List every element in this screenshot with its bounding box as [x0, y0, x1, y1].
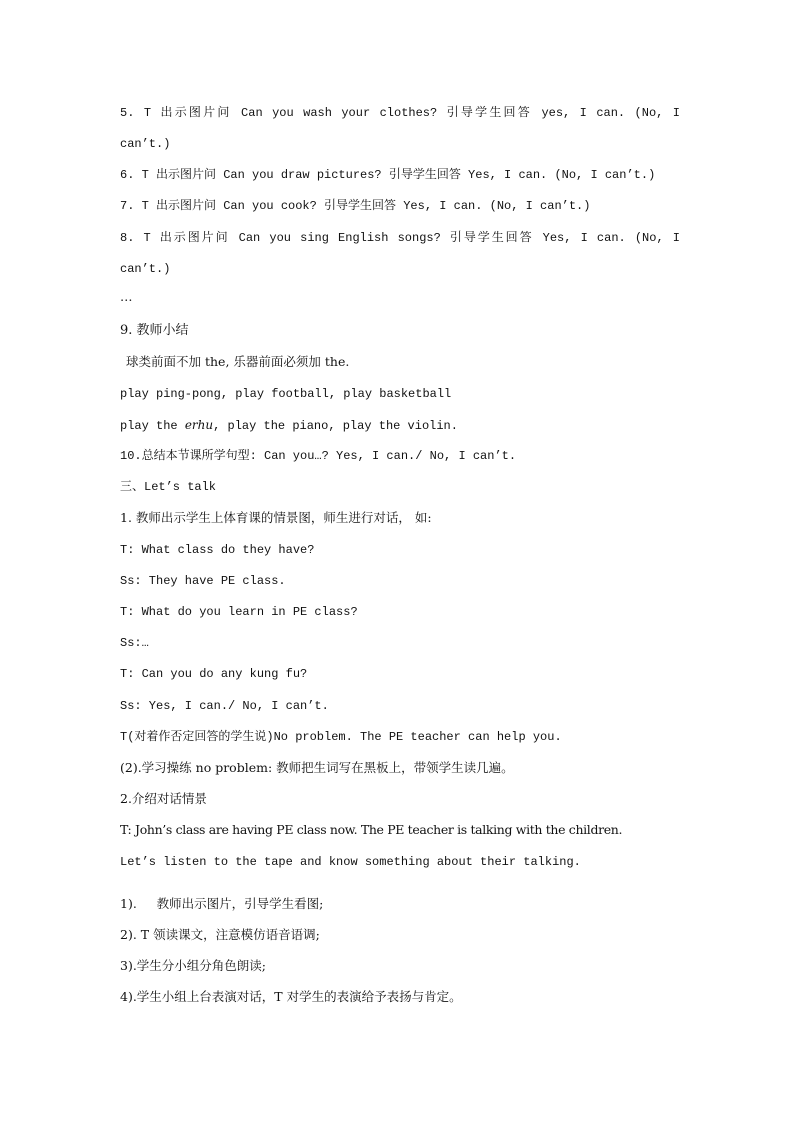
dialogue-line-1: T: What class do they have? — [120, 543, 315, 557]
dialogue-line-5: T: Can you do any kung fu? — [120, 667, 308, 681]
ellipsis-line: … — [120, 289, 133, 304]
activity-2-line: 2). T 领读课文，注意模仿语音语调; — [120, 927, 320, 942]
talk-step-1-line: 1. 教师出示学生上体育课的情景图，师生进行对话， 如: — [120, 510, 432, 525]
instruments-line — [120, 417, 680, 434]
step-8-line: 8. T 出示图片问 Can you sing English songs? 引导学生回答 Yes, I can. (No, I — [120, 231, 680, 245]
activity-4-line: 4).学生小组上台表演对话，T 对学生的表演给予表扬与肯定。 — [120, 989, 462, 1004]
instruments-line-start: play the — [120, 419, 185, 433]
scene-intro-line: T: John’s class are having PE class now. The PE teacher is talking with the children. — [120, 822, 623, 837]
listen-tape-line: Let’s listen to the tape and know something about their talking. — [120, 855, 581, 869]
practice-line: (2).学习操练 no problem: 教师把生词写在黑板上，带领学生读几遍。 — [120, 760, 514, 775]
activity-3-line: 3).学生分小组分角色朗读; — [120, 958, 267, 973]
step-10-line: 10.总结本节课所学句型: Can you…? Yes, I can./ No, I can’t. — [120, 449, 517, 463]
dialogue-line-7: T(对着作否定回答的学生说)No problem. The PE teacher can help you. — [120, 730, 562, 744]
dialogue-line-3: T: What do you learn in PE class? — [120, 605, 358, 619]
step-7-line: 7. T 出示图片问 Can you cook? 引导学生回答 Yes, I can. (No, I can’t.) — [120, 199, 591, 213]
step-6-line: 6. T 出示图片问 Can you draw pictures? 引导学生回答 Yes, I can. (No, I can’t.) — [120, 168, 656, 182]
step-9-heading: 9. 教师小结 — [120, 323, 189, 338]
instruments-line-end: , play the piano, play the violin. — [213, 419, 458, 433]
talk-step-2-heading: 2.介绍对话情景 — [120, 791, 207, 806]
section-3-heading: 三、Let’s talk — [120, 480, 217, 494]
ball-games-line: play ping-pong, play football, play basketball — [120, 387, 452, 401]
dialogue-line-4: Ss:… — [120, 636, 149, 650]
summary-rule-line: 球类前面不加 the, 乐器前面必须加 the. — [126, 354, 350, 369]
step-8-continuation: can’t.) — [120, 262, 171, 276]
erhu-italic-text: erhu — [184, 418, 214, 432]
step-5-continuation: can’t.) — [120, 137, 171, 151]
activity-1-line: 1). 教师出示图片，引导学生看图; — [120, 896, 324, 911]
step-5-line: 5. T 出示图片问 Can you wash your clothes? 引导学生回答 yes, I can. (No, I — [120, 106, 680, 120]
dialogue-line-6: Ss: Yes, I can./ No, I can’t. — [120, 699, 329, 713]
dialogue-line-2: Ss: They have PE class. — [120, 574, 286, 588]
